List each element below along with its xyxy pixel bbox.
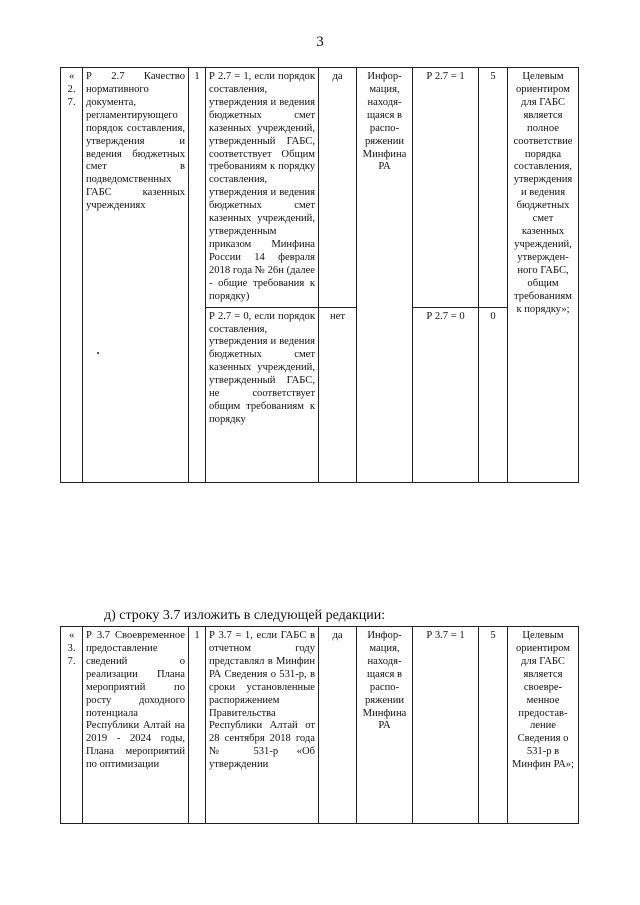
page-number: 3 — [316, 34, 324, 50]
value-yes: Р 2.7 = 1 — [413, 68, 479, 308]
row-number: « 2. 7. — [61, 68, 83, 483]
criteria-table-2-7 — [60, 67, 579, 483]
information-source: Информация, находящаяся в распоряжении Минфина РА — [357, 68, 413, 483]
table-row — [61, 68, 579, 308]
value-no: Р 2.7 = 0 — [413, 307, 479, 482]
value-yes: Р 3.7 = 1 — [413, 627, 479, 824]
answer-no: нет — [319, 307, 357, 482]
row-number: « 3. 7. — [61, 627, 83, 824]
information-source: Информация, находящаяся в распоряжении Минфина РА — [357, 627, 413, 824]
points-yes: 5 — [479, 68, 508, 308]
answer-yes: да — [319, 68, 357, 308]
target-description: Целевым ориентиром для ГАБС является полное соответствие порядка составления, утверждения и ведения бюджетных смет казенных учреждений, утвержденного ГАБС, общим требованиям к порядку»; — [508, 68, 579, 483]
condition-no: Р 2.7 = 0, если порядок составления, утверждения и ведения бюджетных смет казенных учреждений, утвержденный ГАБС, не соответствует общим требованиям к порядку — [206, 307, 319, 482]
criteria-table-3-7 — [60, 626, 579, 824]
table-row — [61, 627, 579, 824]
condition-yes: Р 3.7 = 1, если ГАБС в отчетном году представлял в Минфин РА Сведения о 531-р, в сроки установленные распоряжением Правительства Республики Алтай от 28 сентября 2018 года № 531-р «Об утверждении — [206, 627, 319, 824]
answer-yes: да — [319, 627, 357, 824]
criterion-weight: 1 — [189, 627, 206, 824]
criterion-weight: 1 — [189, 68, 206, 483]
criterion-name: Р 3.7 Своевременное предоставление сведений о реализации Плана мероприятий по росту доходного потенциала Республики Алтай на 2019 - 2024 годы, Плана мероприятий по оптимизации — [83, 627, 189, 824]
points-yes: 5 — [479, 627, 508, 824]
target-description: Целевым ориентиром для ГАБС является своевременное предоставление Сведения о 531-р в Минфин РА»; — [508, 627, 579, 824]
section-heading: д) строку 3.7 изложить в следующей редакции: — [104, 608, 386, 623]
condition-yes: Р 2.7 = 1, если порядок составления, утверждения и ведения бюджетных смет казенных учреждений, утвержденный ГАБС, соответствует Общим требованиям к порядку составления, утверждения и ведения бюджетных смет казенных учреждений, утвержденным приказом Минфина России 14 февраля 2018 года № 26н (далее - общие требования к порядку) — [206, 68, 319, 308]
points-no: 0 — [479, 307, 508, 482]
criterion-name: Р 2.7 Качество нормативного документа, регламентирующего порядок составления, утверждения и ведения бюджетных смет в подведомственных ГАБС казенных учреждениях — [83, 68, 189, 483]
